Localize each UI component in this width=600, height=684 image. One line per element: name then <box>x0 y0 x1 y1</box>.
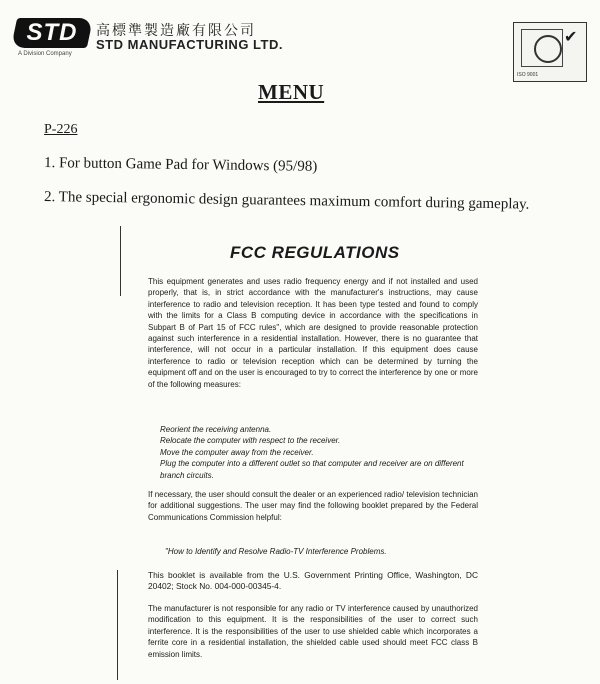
menu-item-2: 2. The special ergonomic design guarantees maximum comfort during gameplay. <box>43 189 530 213</box>
margin-line <box>117 570 118 680</box>
fcc-paragraph-consult: If necessary, the user should consult the dealer or an experienced radio/ television technician for additional suggestions. The user may find the following booklet prepared by the Federal Communications Commission helpful: <box>148 490 478 522</box>
margin-line <box>120 226 121 296</box>
fcc-paragraph-interference: This equipment generates and uses radio frequency energy and if not installed and used properly, that is, in strict accordance with the manufacturer's instructions, may cause interference to radio and television reception. It has been type tested and found to comply with the limits for a Class B computing device in accordance with the specifications in Subpart B of Part 15 of FCC rules", which are designed to provide reasonable protection against such interference in a residential installation. However, there is no guarantee that interference, will not occur in a particular installation. If this equipment does cause interference to radio or television reception which can be determined by turning the equipment off and on the user is encouraged to try to correct the interference by one or more of the following measures: <box>148 277 478 389</box>
iso-seal-icon <box>534 35 562 63</box>
iso-certification-badge <box>513 22 587 82</box>
measure-item: Reorient the receiving antenna. <box>160 425 272 434</box>
cert-badge-text: ISO 9001 <box>517 72 539 78</box>
measure-item: Move the computer away from the receiver. <box>160 447 314 457</box>
page-title: MENU <box>258 80 325 104</box>
company-name-chinese: 高標準製造廠有限公司 <box>96 23 256 39</box>
menu-item-1: 1. For button Game Pad for Windows (95/98) <box>43 155 318 175</box>
model-number: P-226 <box>44 122 78 137</box>
fcc-measures-list <box>160 424 470 481</box>
fcc-booklet-title: "How to Identify and Resolve Radio-TV Interference Problems. <box>165 547 387 556</box>
fcc-paragraph-availability: This booklet is available from the U.S. Government Printing Office, Washington, DC 20402; Stock No. 004-000-00345-4. <box>148 570 478 592</box>
company-name-english: STD MANUFACTURING LTD. <box>96 37 283 52</box>
measure-item: Plug the computer into a different outlet so that computer and receiver are on different branch circuits. <box>160 459 464 480</box>
measure-item: Relocate the computer with respect to the receiver. <box>160 436 341 446</box>
logo-tagline: A Division Company <box>18 51 72 57</box>
fcc-paragraph-responsibility: The manufacturer is not responsible for any radio or TV interference caused by unauthorized modification to this equipment. It is the responsibilities of the user to correct such interference. It is the responsibilities of the user to use shielded cable which incorporates a ferrite core in a residential installation, the shielded cable used should meet FCC class B emission limits. <box>148 604 478 659</box>
company-logo: STD <box>11 18 93 48</box>
fcc-title: FCC REGULATIONS <box>230 243 400 262</box>
check-mark-icon: ✔ <box>564 27 578 46</box>
